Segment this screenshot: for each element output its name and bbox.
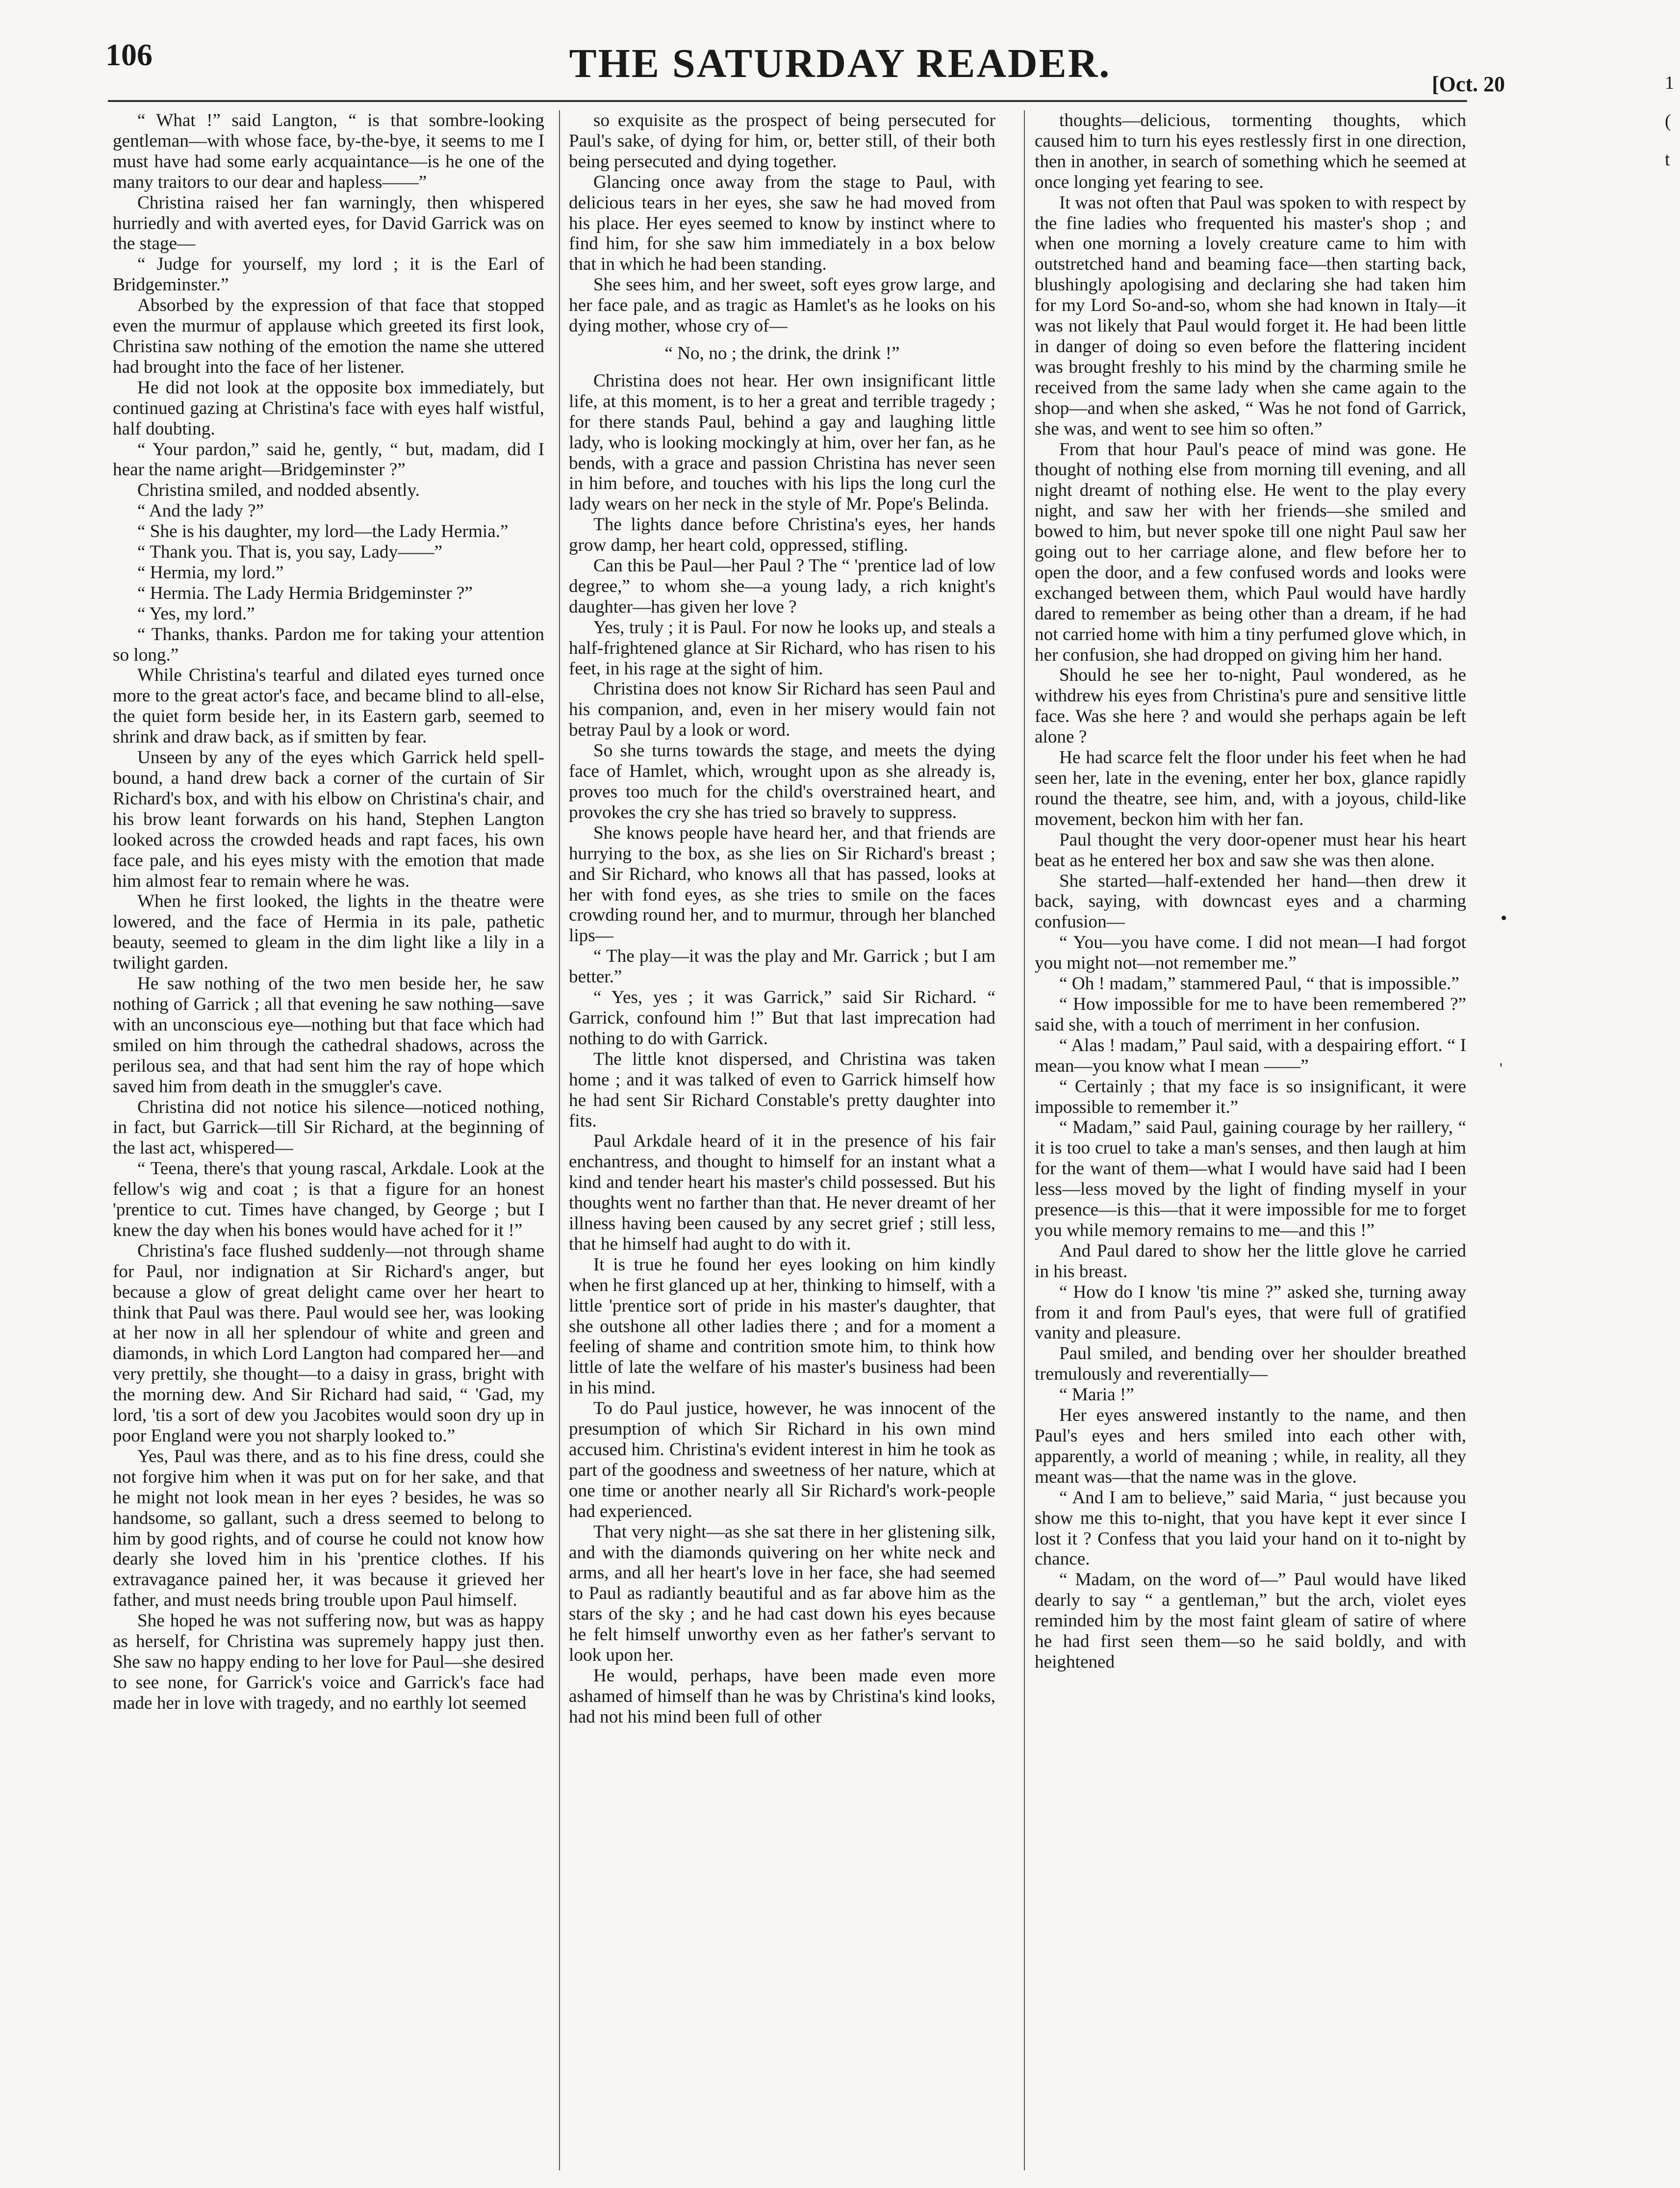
text-column-3 bbox=[1035, 110, 1466, 2170]
paragraph: “ What !” said Langton, “ is that sombre-looking gentleman—with whose face, by-the-bye, it seems to me I must have had some early acquaintance—is he one of the many traitors to our dear and hapless——” bbox=[113, 110, 544, 192]
paragraph: “ Thanks, thanks. Pardon me for taking your attention so long.” bbox=[113, 624, 544, 665]
paragraph: So she turns towards the stage, and meets the dying face of Hamlet, which, wrought upon as she already is, proves too much for the child's overstrained heart, and provokes the cry she has tried so bravely to suppress. bbox=[569, 741, 995, 823]
paragraph: From that hour Paul's peace of mind was gone. He thought of nothing else from morning till evening, and all night dreamt of nothing else. He went to the play every night, and saw her with her friends—she smiled and bowed to him, but never spoke till one night Paul saw her going out to her carriage alone, and flew before her to open the door, and a few confused words and looks were exchanged between them, which Paul would have hardly dared to remember as being other than a dream, if he had not carried home with him a tiny perfumed glove which, in her confusion, she had dropped on giving him her hand. bbox=[1035, 439, 1466, 665]
paragraph: Paul Arkdale heard of it in the presence of his fair enchantress, and thought to himself for an instant what a kind and tender heart his master's child possessed. But his thoughts went no farther than that. He never dreamt of her illness having been caused by any secret grief ; still less, that he himself had aught to do with it. bbox=[569, 1131, 995, 1254]
text-column-2 bbox=[569, 110, 995, 2170]
paragraph: Should he see her to-night, Paul wondered, as he withdrew his eyes from Christina's pure and sensitive little face. Was she here ? and would she perhaps again be left alone ? bbox=[1035, 665, 1466, 747]
paragraph: It was not often that Paul was spoken to with respect by the fine ladies who frequented his master's shop ; and when one morning a lovely creature came to him with outstretched hand and beaming face—then starting back, blushingly apologising and declaring she had taken him for my Lord So-and-so, whom she had known in Italy—it was not likely that Paul would forget it. He had been little in danger of doing so even before the flattering incident was brought freshly to his mind by the charming smile he received from the same lady when she came again to the shop—and when she asked, “ Was he not fond of Garrick, she was, and went to see him so often.” bbox=[1035, 192, 1466, 439]
margin-mark: • bbox=[1501, 908, 1507, 928]
column-divider bbox=[1024, 110, 1025, 2170]
column-2-opening bbox=[569, 110, 995, 336]
masthead-title: THE SATURDAY READER. bbox=[569, 41, 1111, 86]
paragraph: “ Certainly ; that my face is so insignificant, it were impossible to remember it.” bbox=[1035, 1076, 1466, 1117]
paragraph: And Paul dared to show her the little glove he carried in his breast. bbox=[1035, 1240, 1466, 1282]
margin-mark: ( bbox=[1665, 111, 1671, 131]
paragraph: Her eyes answered instantly to the name, and then Paul's eyes and hers smiled into each other with, apparently, a world of meaning ; while, in reality, all they meant was—that the name was in the glove. bbox=[1035, 1405, 1466, 1487]
paragraph: “ Hermia, my lord.” bbox=[137, 562, 284, 583]
paragraph: She hoped he was not suffering now, but was as happy as herself, for Christina was supremely happy just then. She saw no happy ending to her love for Paul—she desired to see none, for Garrick's voice and Garrick's face had made her in love with tragedy, and no earthly lot seemed bbox=[113, 1611, 544, 1713]
paragraph: She sees him, and her sweet, soft eyes grow large, and her face pale, and as tragic as Hamlet's as he looks on his dying mother, whose cry of— bbox=[569, 275, 995, 336]
paragraph: Christina does not hear. Her own insignificant little life, at this moment, is to her a great and terrible tragedy ; for there stands Paul, behind a gay and laughing little lady, who is looking mockingly at him, over her fan, as he bends, with a grace and passion Christina has never seen in him before, and touches with his lips the long curl the lady wears on her neck in the style of Mr. Pope's Belinda. bbox=[569, 370, 995, 515]
paragraph: Yes, Paul was there, and as to his fine dress, could she not forgive him when it was put on for her sake, and that he might not look mean in her eyes ? besides, he was so handsome, so gallant, such a dress seemed to belong to him by good rights, and of course he could not know how dearly she loved him in his 'prentice clothes. If his extravagance pained her, it was because it grieved her father, and must needs bring trouble upon Paul himself. bbox=[113, 1446, 544, 1611]
paragraph: She started—half-extended her hand—then drew it back, saying, with downcast eyes and a charming confusion— bbox=[1035, 871, 1466, 932]
paragraph: so exquisite as the prospect of being persecuted for Paul's sake, of dying for him, or, better still, of their both being persecuted and dying together. bbox=[569, 110, 995, 172]
paragraph: “ Maria !” bbox=[1059, 1385, 1134, 1405]
paragraph: The little knot dispersed, and Christina was taken home ; and it was talked of even to Garrick himself how he had sent Sir Richard Constable's pretty daughter into fits. bbox=[569, 1049, 995, 1131]
verse-quote: “ No, no ; the drink, the drink !” bbox=[664, 343, 900, 363]
paragraph: “ Oh ! madam,” stammered Paul, “ that is impossible.” bbox=[1059, 974, 1459, 994]
paragraph: Unseen by any of the eyes which Garrick held spell-bound, a hand drew back a corner of the curtain of Sir Richard's box, and with his elbow on Christina's chair, and his brow leant forwards on his hand, Stephen Langton looked across the crowded heads and rapt faces, his own face pale, and his eyes misty with the emotion that made him almost fear to remain where he was. bbox=[113, 747, 544, 891]
issue-date: [Oct. 20 bbox=[1432, 72, 1505, 96]
paragraph: Christina raised her fan warningly, then whispered hurriedly and with averted eyes, for David Garrick was on the stage— bbox=[113, 192, 544, 254]
paragraph: “ Alas ! madam,” Paul said, with a despairing effort. “ I mean—you know what I mean ——” bbox=[1035, 1035, 1466, 1076]
paragraph: thoughts—delicious, tormenting thoughts, which caused him to turn his eyes restlessly first in one direction, then in another, in search of something which he seemed at once longing yet fearing to see. bbox=[1035, 110, 1466, 192]
paragraph: “ Your pardon,” said he, gently, “ but, madam, did I hear the name aright—Bridgeminster ?” bbox=[113, 439, 544, 480]
paragraph: It is true he found her eyes looking on him kindly when he first glanced up at her, thinking to himself, with a little 'prentice sort of pride in his master's daughter, that she outshone all other ladies there ; and for a moment a feeling of shame and contrition smote him, to think how little of late the welfare of his master's business had been in his mind. bbox=[569, 1254, 995, 1398]
paragraph: “ You—you have come. I did not mean—I had forgot you might not—not remember me.” bbox=[1035, 932, 1466, 974]
paragraph: Christina does not know Sir Richard has seen Paul and his companion, and, even in her misery would fain not betray Paul by a look or word. bbox=[569, 679, 995, 741]
margin-marks bbox=[1665, 74, 1680, 188]
page-number: 106 bbox=[105, 37, 153, 72]
paragraph: She knows people have heard her, and that friends are hurrying to the box, as she lies on Sir Richard's breast ; and Sir Richard, who knows all that has passed, looks at her with fond eyes, as she tries to smile on the faces crowding round her, and to murmur, through her blanched lips— bbox=[569, 823, 995, 946]
paragraph: He would, perhaps, have been made even more ashamed of himself than he was by Christina's kind looks, had not his mind been full of other bbox=[569, 1665, 995, 1727]
text-column-1 bbox=[113, 110, 544, 2170]
paragraph: “ Thank you. That is, you say, Lady——” bbox=[137, 542, 443, 563]
paragraph: He had scarce felt the floor under his feet when he had seen her, late in the evening, enter her box, glance rapidly round the theatre, see him, and, with a joyous, child-like movement, beckon him with her fan. bbox=[1035, 747, 1466, 829]
paragraph: “ And the lady ?” bbox=[137, 501, 264, 521]
paragraph: “ How do I know 'tis mine ?” asked she, turning away from it and from Paul's eyes, that were full of gratified vanity and pleasure. bbox=[1035, 1282, 1466, 1343]
paragraph: “ Yes, yes ; it was Garrick,” said Sir Richard. “ Garrick, confound him !” But that last imprecation had nothing to do with Garrick. bbox=[569, 987, 995, 1049]
paragraph: “ Madam,” said Paul, gaining courage by her raillery, “ it is too cruel to take a man's senses, and then laugh at him for the want of them—what I would have said had I been less—less moved by the light of finding myself in your presence—is this—that it were impossible for me to forget you while memory remains to me—and this !” bbox=[1035, 1117, 1466, 1240]
paragraph: Paul smiled, and bending over her shoulder breathed tremulously and reverentially— bbox=[1035, 1343, 1466, 1385]
margin-mark: ' bbox=[1500, 1059, 1502, 1077]
column-divider bbox=[559, 110, 560, 2170]
paragraph: That very night—as she sat there in her glistening silk, and with the diamonds quivering on her white neck and arms, and all her heart's love in her face, she had seemed to Paul as radiantly beautiful and as far above him as the stars of the sky ; and he had cast down his eyes because he felt himself unworthy even as her father's servant to look upon her. bbox=[569, 1521, 995, 1666]
paragraph: He did not look at the opposite box immediately, but continued gazing at Christina's face with eyes half wistful, half doubting. bbox=[113, 377, 544, 439]
paragraph: “ How impossible for me to have been remembered ?” said she, with a touch of merriment in her confusion. bbox=[1035, 994, 1466, 1035]
margin-mark: t bbox=[1665, 149, 1670, 170]
paragraph: Can this be Paul—her Paul ? The “ 'prentice lad of low degree,” to whom she—a young lady, a rich knight's daughter—has given her love ? bbox=[569, 556, 995, 617]
paragraph: “ Madam, on the word of—” Paul would have liked dearly to say “ a gentleman,” but the arch, violet eyes reminded him by the most faint gleam of satire of where he had first seen them—so he said boldly, and with heightened bbox=[1035, 1570, 1466, 1672]
paragraph: “ Judge for yourself, my lord ; it is the Earl of Bridgeminster.” bbox=[113, 254, 544, 295]
paragraph: “ Teena, there's that young rascal, Arkdale. Look at the fellow's wig and coat ; is that a figure for an honest 'prentice to cut. Times have changed, by George ; but I knew the day when his bones would have ached for it !” bbox=[113, 1158, 544, 1240]
paragraph: While Christina's tearful and dilated eyes turned once more to the great actor's face, and became blind to all-else, the quiet form beside her, in its Eastern garb, seemed to shrink and draw back, as if smitten by fear. bbox=[113, 665, 544, 747]
paragraph: Christina did not notice his silence—noticed nothing, in fact, but Garrick—till Sir Richard, at the beginning of the last act, whispered— bbox=[113, 1097, 544, 1158]
paragraph: “ Yes, my lord.” bbox=[137, 603, 255, 624]
paragraph: “ Hermia. The Lady Hermia Bridgeminster ?” bbox=[137, 583, 473, 603]
paragraph: The lights dance before Christina's eyes, her hands grow damp, her heart cold, oppressed, stifling. bbox=[569, 515, 995, 556]
margin-mark: 1 bbox=[1665, 73, 1674, 93]
paragraph: Christina's face flushed suddenly—not through shame for Paul, nor indignation at Sir Richard's anger, but because a glow of great delight came over her heart to think that Paul was there. Paul would see her, was looking at her now in all her splendour of white and green and diamonds, in which Lord Langton had compared her—and very prettily, she thought—to a daisy in grass, bright with the morning dew. And Sir Richard had said, “ 'Gad, my lord, 'tis a sort of dew you Jacobites would soon dry up in poor England were you not sharply looked to.” bbox=[113, 1240, 544, 1446]
paragraph: To do Paul justice, however, he was innocent of the presumption of which Sir Richard in his own mind accused him. Christina's evident interest in him he took as part of the goodness and sweetness of her nature, which at one time or another nearly all Sir Richard's work-people had experienced. bbox=[569, 1398, 995, 1521]
paragraph: “ And I am to believe,” said Maria, “ just because you show me this to-night, that you have kept it ever since I lost it ? Confess that you laid your hand on it to-night by chance. bbox=[1035, 1487, 1466, 1570]
paragraph: Absorbed by the expression of that face that stopped even the murmur of applause which greeted its first look, Christina saw nothing of the emotion the name she uttered had brought into the face of her listener. bbox=[113, 295, 544, 377]
paragraph: Christina smiled, and nodded absently. bbox=[137, 480, 420, 501]
paragraph: When he first looked, the lights in the theatre were lowered, and the face of Hermia in its pale, pathetic beauty, seemed to gleam in the dim light like a lily in a twilight garden. bbox=[113, 891, 544, 974]
column-2-continuation bbox=[569, 371, 995, 1727]
paragraph: He saw nothing of the two men beside her, he saw nothing of Garrick ; all that evening he saw nothing—save with an unconscious eye—nothing but that face which had smiled on him through the cathedral shadows, across the perilous sea, and that had sent him the ray of hope which saved him from death in the smuggler's cave. bbox=[113, 974, 544, 1097]
paragraph: Yes, truly ; it is Paul. For now he looks up, and steals a half-frightened glance at Sir Richard, who has risen to his feet, in his rage at the sight of him. bbox=[569, 617, 995, 679]
page-header bbox=[0, 0, 1680, 98]
paragraph: Glancing once away from the stage to Paul, with delicious tears in her eyes, she saw he had moved from his place. Her eyes seemed to know by instinct where to find him, for she saw him immediately in a box below that in which he had been standing. bbox=[569, 172, 995, 275]
paragraph: “ The play—it was the play and Mr. Garrick ; but I am better.” bbox=[569, 946, 995, 987]
header-rule bbox=[108, 100, 1467, 102]
paragraph: Paul thought the very door-opener must hear his heart beat as he entered her box and saw she was then alone. bbox=[1035, 829, 1466, 871]
paragraph: “ She is his daughter, my lord—the Lady Hermia.” bbox=[137, 521, 509, 542]
